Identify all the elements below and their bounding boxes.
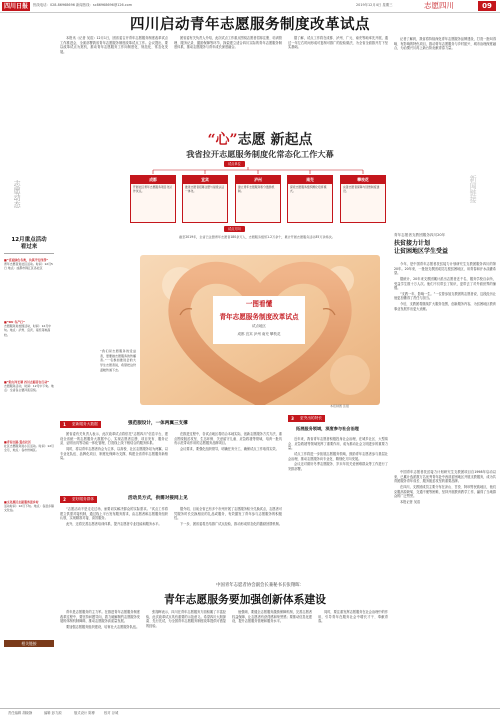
- section-2-head[interactable]: 活动员方式，供需对接网上见: [128, 496, 188, 501]
- section-1-head[interactable]: 强范服设计，一体两翼三支撑: [128, 421, 188, 426]
- left-rail-tag: 志愿动态: [13, 180, 22, 208]
- photo-credit: 本报制图 张强: [330, 404, 349, 408]
- card-title: 青年志愿服务制度改革试点: [219, 312, 299, 321]
- volunteer-quote: “我们是志愿服务的受益者，更要做志愿服务的传播者。”一名参加推进会的大学生志愿者说，希望把这份温暖传递下去。: [100, 349, 137, 372]
- footer-item-2: 编辑 彭力源: [44, 711, 62, 715]
- flow-connector-lines: [130, 166, 390, 175]
- right-column-tag: 新闻链接: [469, 175, 478, 203]
- section-2-text: “志愿活动不是走走过场，而要切实解决群众的实际需求。”试点工作将建立供需对接机制，通过线上平台发布服务需求，由志愿者和志愿服务组织认领，实现精准对接、高效服务。 此外，还将完善志愿者培训体系，提升志愿者专业技能和服务水平。: [60, 507, 168, 526]
- interview-col-4: 同时，要注重发挥志愿服务在社会治理中的作用，引导青年在服务社会中增长才干、奉献青春。: [318, 610, 388, 624]
- card-regions: 成都 宜宾 泸州 南充 攀枝花: [237, 332, 281, 337]
- section-3-bar: 3 更突出的特长: [288, 415, 348, 422]
- right-column-text-2: 中国青年志愿者扶贫接力计划研究生支教团项目自1998年启动以来，已累计选派数万名优秀青年赴中西部贫困地区开展支教服务，成为共青团服务青年成长、服务脱贫攻坚的重要品牌。 在四川，支教团成员主要分布在凉山、甘孜、阿坝等民族地区，他们克服高原缺氧、交通不便等困难，坚持开展教育教学工作，赢得了当地群众的广泛赞誉。 本报记者 吴浩: [394, 470, 496, 504]
- related-link-badge[interactable]: 相关链接: [4, 640, 54, 647]
- issue-date: 2019年12月4日 星期三: [356, 3, 393, 7]
- feature-slogan: “心”志愿 新起点: [207, 132, 313, 148]
- flow-box-luzhou: 泸州 建立青年志愿服务积分激励机制。: [235, 175, 281, 223]
- flow-top-tag: 试点单位: [224, 161, 245, 167]
- card-kicker: 一图看懂: [245, 300, 273, 308]
- flow-box-chengdu: 成都 开展社区青年志愿服务项目化运作试点。: [130, 175, 176, 223]
- contact-line: 热线电话：028-86968696 新闻热线：sc86968696@126.com: [33, 3, 133, 7]
- interview-subhead: 中国青年志愿者协会副会长兼秘书长张翔晖：: [216, 583, 304, 588]
- section-2-bar: 2 更好服务群体: [60, 496, 120, 503]
- interview-col-3: 他强调，要健全志愿服务激励保障机制，完善志愿者权益保障，让志愿者有获得感和荣誉感；要推动信息化建设，提升志愿服务管理和服务水平。: [232, 610, 312, 624]
- rail-event-2[interactable]: ■“DU 冬产行” 志愿服务进校园活动，时间：12月中旬。地点：泸州、宜宾、南充等地高校。: [4, 320, 52, 337]
- figures-note: 截至2019年，全省已注册青年志愿者180余万人，志愿服务组织1.2万余个，累计开展志愿服务活动35万余场次。: [179, 235, 335, 239]
- right-column-text: 今年，是中国青年志愿者扶贫接力计划研究生支教团服务四川的第20年。20年来，一批批支教团成员扎根贫困地区，用青春和汗水浇灌希望。 据统计，20年来支教团累计派出志愿者近千名，服务学校百余所，受益学生数十万人次。他们不仅带去了知识，更带去了对外面世界的憧憬。 “支教一年，影响一生。”一位曾参加支教团的志愿者说，这段经历让他更加懂得了责任与担当。 今后，支教团将继续扩大服务范围，创新服务内容，为贫困地区教育事业发展作出更大贡献。: [394, 262, 496, 311]
- rail-event-1[interactable]: ■“喜迎绿色冬奥，共筑平安西部” 青年志愿者进社区活动。时间：12月5日 地点：成都市锦江区各社区: [4, 258, 53, 271]
- footer-item-1: 责任编辑 胡晓静: [8, 711, 33, 715]
- rail-event-4[interactable]: ■青春志愿·爱在社区 社区志愿服务进小区活动。时间：12月全月，地点：各市州城区。: [4, 440, 54, 453]
- heart-center-card: [213, 296, 305, 344]
- interview-col-1: 青年是志愿服务的主力军。在推进青年志愿服务制度改革过程中，要坚持问题导向，着力破解制约志愿服务发展的体制机制障碍，推动志愿服务高质量发展。 要加强志愿服务组织建设，培育壮大志愿服务队伍。: [60, 610, 140, 629]
- section-3-text: 近年来，我省青年志愿者积极投身社会治理，在城乡社区、大型赛会、应急救援等领域发挥了重要作用，成为推动社会文明进步的重要力量。 试点工作将进一步拓展志愿服务领域，鼓励青年志愿者参与基层社会治理，推动志愿服务向专业化、精细化方向发展。 会议还对做好冬季志愿服务、岁末年初关爱困难群众等工作进行了安排部署。: [288, 437, 388, 471]
- page-footer: [0, 708, 500, 718]
- section-1-text: 团省委有关负责人表示，此次改革试点将依托“志愿四川”信息平台，建设全省统一的志愿服务大数据中心，实现志愿者注册、项目发布、服务记录、证明出具等功能一体化管理，打造线上线下相结合的服务体系。 同时，将以青年志愿者协会为主体，以高校、社区志愿服务站为两翼，以专业化队伍、品牌化项目、制度化保障为支撑，构建全省青年志愿服务新格局。: [60, 432, 168, 461]
- section-1-bar: 1 更新服务大数据: [60, 421, 120, 428]
- footer-item-4: 校对 谷城: [104, 711, 119, 715]
- section-2-text-2: 据介绍，目前全省已有多个市州开展了志愿服务积分兑换试点，志愿者可凭服务时长兑换相应的礼品或服务，有效激发了青年参与志愿服务的积极性。 下一步，团省委将总结推广试点经验，推动形成常态化的激励回馈机制。: [174, 507, 282, 526]
- flow-box-yibin: 宜宾 推进志愿者招募注册与星级认证一体化。: [182, 175, 228, 223]
- right-column-kicker: 青年志愿者支教团服务四川20年: [394, 233, 446, 237]
- footer-item-3: 版式设计 陈博: [74, 711, 95, 715]
- flow-box-nanchong: 南充 探索志愿服务组织孵化培育模式。: [287, 175, 333, 223]
- left-rail-title[interactable]: 12月重点活动 看过来: [11, 237, 47, 251]
- lead-column-2: 团省委有关负责人介绍，此次试点工作重点围绕志愿者招募注册、培训管理、服务记录、激励保障等环节，探索建立适合四川实际的青年志愿服务制度体系，推动志愿服务与青年成长深度融合。: [174, 36, 282, 50]
- section-3-head[interactable]: 拓展服务领域，深度参与社会治理: [296, 426, 359, 431]
- interview-headline[interactable]: 青年志愿服务要加强创新体系建设: [164, 593, 326, 606]
- lead-column-3: 据了解，试点工作将在成都、泸州、广元、南充等地率先开展，通过一年左右时间形成可复制可推广的经验做法，为全省全面推开打下坚实基础。: [288, 36, 388, 50]
- right-column-lead: 记者了解到，我省将持续深化青年志愿服务品牌建设，打造一批叫得响、有影响的特色项目，推动青年志愿服务与乡村振兴、城市治理深度融合，为治蜀兴川再上新台阶贡献青春力量。: [394, 37, 496, 51]
- feature-subtitle: 我省拉开志愿服务制度化常态化工作大幕: [186, 149, 334, 159]
- newspaper-logo[interactable]: 四川日报: [3, 3, 28, 10]
- right-column-title[interactable]: 扶贫接力计划 让贫困地区学生受益: [394, 240, 449, 256]
- card-label: 试点地区: [252, 324, 266, 329]
- rail-event-3[interactable]: ■“助力河长制 四川志愿者在行动” 志愿服务活动，时间：12月中下旬。地点：全省各主要河流沿线。: [4, 380, 54, 393]
- page-number: 09: [478, 1, 496, 11]
- rail-event-5[interactable]: ■文化惠民志愿服务进乡村 活动时间：12月下旬。地点：各县乡镇文化站。: [4, 500, 54, 513]
- flow-bottom-tag: 试点方向: [224, 226, 245, 232]
- section-name: 志愿四川: [424, 1, 454, 10]
- left-rail-divider: [4, 253, 54, 254]
- main-headline[interactable]: 四川启动青年志愿服务制度改革试点: [130, 17, 370, 33]
- flow-box-panzhihua: 攀枝花 完善志愿者保障与回馈制度建设。: [340, 175, 386, 223]
- page-masthead: [0, 0, 500, 13]
- interview-col-2: 张翔晖表示，四川在青年志愿服务方面积累了丰富经验，此次改革试点具有重要的示范意义。希望四川大胆探索、先行先试，为全国青年志愿服务制度改革提供可借鉴的经验。: [146, 610, 226, 628]
- lead-column-1: 本报讯（记者 吴浩）12月1日，团省委召开青年志愿服务制度改革试点工作推进会，全面部署我省青年志愿服务制度改革试点工作。会议提出，要以改革试点为契机，推动青年志愿服务工作向制度化、规范化、常态化发展。: [60, 36, 168, 54]
- section-1-text-2: 在推进过程中，各试点地区将结合本地实际，创新志愿服务方式方法，重点围绕脱贫攻坚、生态环保、关爱留守儿童、应急救援等领域，培育一批具有示范带动作用的志愿服务品牌项目。 会议要求，要强化组织领导，明确任务分工，确保试点工作取得实效。: [174, 432, 282, 451]
